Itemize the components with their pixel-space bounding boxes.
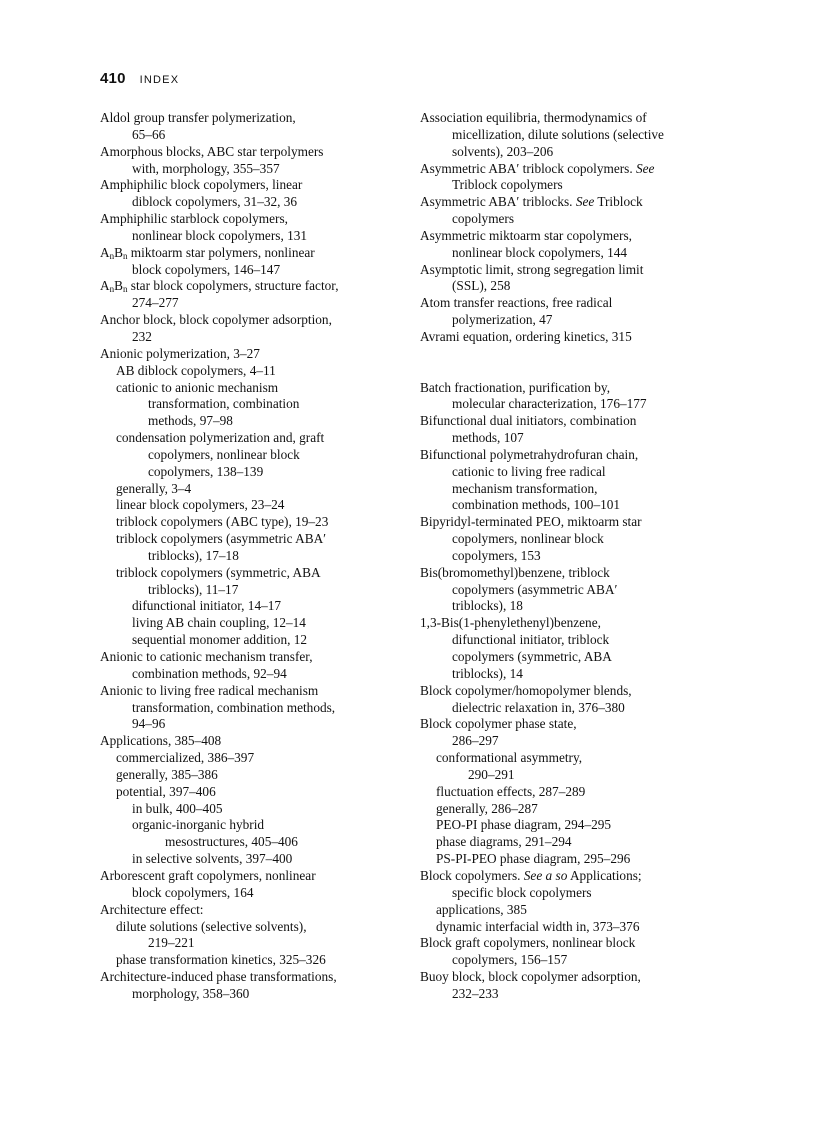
index-entry-continuation: triblocks), 18 [452,598,523,614]
subscript: n [122,250,128,261]
index-entry: Amphiphilic block copolymers, linear [100,177,303,193]
index-entry [420,161,725,178]
index-entry-continuation: 94–96 [132,716,166,732]
index-entry-continuation: copolymers, nonlinear block [148,446,300,462]
index-entry: Buoy block, block copolymer adsorption, [420,969,641,985]
index-entry-continuation: combination methods, 100–101 [452,497,621,513]
index-entry: Architecture effect: [100,901,204,917]
entry-spacer [420,363,725,380]
index-entry-continuation: in bulk, 400–405 [132,800,223,816]
index-entry-continuation: 232 [132,328,152,344]
index-entry-continuation: linear block copolymers, 23–24 [116,497,285,513]
index-entry-continuation: copolymers, 153 [452,547,541,563]
index-entry [420,194,725,211]
index-entry: Asymmetric miktoarm star copolymers, [420,227,632,243]
index-entry-continuation: applications, 385 [436,901,527,917]
index-entry-continuation: cationic to living free radical [452,463,606,479]
index-entry: Bifunctional polymetrahydrofuran chain, [420,446,639,462]
index-entry-continuation: 290–291 [468,766,515,782]
entry-text: A [100,244,110,260]
index-entry-continuation: dynamic interfacial width in, 373–376 [436,918,640,934]
index-entry: Anchor block, block copolymer adsorption, [100,312,332,328]
subscript: n [109,284,115,295]
entry-text: star block copolymers, structure factor, [127,278,339,294]
index-entry-continuation: triblocks), 17–18 [148,547,239,563]
index-entry: Block copolymer phase state, [420,716,577,732]
index-entry: Amorphous blocks, ABC star terpolymers [100,143,324,159]
entry-text: Block copolymers. [420,867,524,883]
index-column-right [420,110,725,1003]
index-entry-continuation: difunctional initiator, triblock [452,632,610,648]
index-entry-continuation: methods, 97–98 [148,413,233,429]
cross-reference-see: See [636,160,655,176]
index-entry-continuation: cationic to anionic mechanism [116,379,279,395]
index-entry: Bifunctional dual initiators, combination [420,413,637,429]
index-entry-continuation: living AB chain coupling, 12–14 [132,615,306,631]
index-entry-continuation: 219–221 [148,935,195,951]
index-entry-continuation: organic-inorganic hybrid [132,817,265,833]
subscript: n [109,250,115,261]
index-entry [100,245,405,262]
index-entry: Amphiphilic starblock copolymers, [100,211,288,227]
index-entry-continuation: mechanism transformation, [452,480,598,496]
index-entry-continuation: copolymers (symmetric, ABA [452,649,612,664]
index-entry: Arborescent graft copolymers, nonlinear [100,867,316,883]
entry-text: Applications; [567,867,642,883]
index-entry-continuation: copolymers (asymmetric ABA′ [452,581,618,597]
index-entry-continuation: 65–66 [132,126,166,142]
index-entry-continuation: Triblock copolymers [452,177,563,193]
index-entry: Aldol group transfer polymerization, [100,110,296,125]
index-entry: 1,3-Bis(1-phenylethenyl)benzene, [420,615,601,631]
index-entry-continuation: difunctional initiator, 14–17 [132,598,282,614]
index-entry-continuation: potential, 397–406 [116,783,216,799]
entry-text: B [114,244,123,260]
index-entry: Association equilibria, thermodynamics of [420,110,647,125]
index-entry-continuation: condensation polymerization and, graft [116,430,325,446]
index-entry-continuation: copolymers [452,211,515,227]
index-entry: Anionic to living free radical mechanism [100,682,319,698]
index-entry-continuation: mesostructures, 405–406 [165,834,298,850]
index-entry-continuation: AB diblock copolymers, 4–11 [116,362,276,378]
index-entry-continuation: polymerization, 47 [452,312,553,328]
index-entry-continuation: 232–233 [452,985,499,1001]
index-entry-continuation: triblock copolymers (asymmetric ABA′ [116,531,327,547]
cross-reference-see: See a so [523,867,568,883]
index-entry: Asymptotic limit, strong segregation limit [420,261,644,277]
index-entry-continuation: triblock copolymers (ABC type), 19–23 [116,514,329,530]
index-entry-continuation: triblocks), 11–17 [148,581,239,597]
index-entry: Bipyridyl-terminated PEO, miktoarm star [420,514,642,530]
index-entry-continuation: copolymers, nonlinear block [452,531,604,547]
entry-spacer [420,346,725,363]
index-entry-continuation: generally, 286–287 [436,800,538,816]
index-entry-continuation: specific block copolymers [452,884,592,900]
index-entry-continuation: sequential monomer addition, 12 [132,632,308,648]
running-head-title: INDEX [139,74,180,86]
index-entry-continuation: nonlinear block copolymers, 144 [452,244,628,260]
subscript: n [122,284,128,295]
index-entry-continuation: transformation, combination methods, [132,699,336,715]
index-entry-continuation: molecular characterization, 176–177 [452,396,647,412]
index-entry-continuation: PS-PI-PEO phase diagram, 295–296 [436,851,631,867]
index-entry: Avrami equation, ordering kinetics, 315 [420,328,632,344]
index-entry: Architecture-induced phase transformations, [100,969,337,985]
index-entry [100,278,405,295]
index-entry: Bis(bromomethyl)benzene, triblock [420,564,610,580]
index-entry-continuation: PEO-PI phase diagram, 294–295 [436,817,612,833]
entry-text: A [100,278,110,294]
index-entry-continuation: block copolymers, 146–147 [132,261,281,277]
index-entry-continuation: conformational asymmetry, [436,750,583,766]
index-entry: Anionic polymerization, 3–27 [100,345,260,361]
index-entry: Batch fractionation, purification by, [420,379,611,395]
index-entry-continuation: triblocks), 14 [452,665,523,681]
page-number: 410 [100,70,126,87]
index-entry-continuation: commercialized, 386–397 [116,750,255,766]
index-entry-continuation: transformation, combination [148,396,300,412]
index-entry-continuation: dilute solutions (selective solvents), [116,918,307,934]
entry-text: miktoarm star polymers, nonlinear [127,244,315,260]
index-entry-continuation: morphology, 358–360 [132,985,250,1001]
cross-reference-see: See [575,194,595,210]
index-entry [420,868,725,885]
index-entry-continuation: solvents), 203–206 [452,143,554,159]
index-entry-continuation: micellization, dilute solutions (selective [452,126,664,142]
entry-text: Asymmetric ABA′ triblock copolymers. [420,160,636,176]
index-column-left [100,110,405,1003]
index-entry: Block copolymer/homopolymer blends, [420,682,632,698]
index-entry: Atom transfer reactions, free radical [420,295,613,311]
index-entry-continuation: phase diagrams, 291–294 [436,834,572,850]
index-entry: Block graft copolymers, nonlinear block [420,935,636,951]
index-entry-continuation: generally, 3–4 [116,480,192,496]
index-entry-continuation: fluctuation effects, 287–289 [436,783,586,799]
index-entry-continuation: block copolymers, 164 [132,884,254,900]
index-entry-continuation: methods, 107 [452,430,524,446]
index-entry-continuation: generally, 385–386 [116,766,218,782]
index-entry: Anionic to cationic mechanism transfer, [100,649,313,664]
index-entry-continuation: 274–277 [132,295,179,311]
index-entry-continuation: dielectric relaxation in, 376–380 [452,699,625,715]
running-head [100,70,179,88]
index-entry-continuation: (SSL), 258 [452,278,511,294]
index-entry-continuation: combination methods, 92–94 [132,665,287,681]
entry-text: Asymmetric ABA′ triblocks. [420,194,576,210]
index-entry-continuation: with, morphology, 355–357 [132,160,280,176]
index-entry-continuation: diblock copolymers, 31–32, 36 [132,194,298,210]
index-entry-continuation: copolymers, 156–157 [452,952,568,968]
index-entry-continuation: triblock copolymers (symmetric, ABA [116,564,321,580]
index-entry-continuation: nonlinear block copolymers, 131 [132,227,308,243]
index-entry: Applications, 385–408 [100,733,222,749]
entry-text: Triblock [594,194,643,210]
entry-text: B [114,278,123,294]
index-entry-continuation: phase transformation kinetics, 325–326 [116,952,326,968]
index-entry-continuation: copolymers, 138–139 [148,463,264,479]
index-entry-continuation: in selective solvents, 397–400 [132,851,293,867]
index-entry-continuation: 286–297 [452,733,499,749]
